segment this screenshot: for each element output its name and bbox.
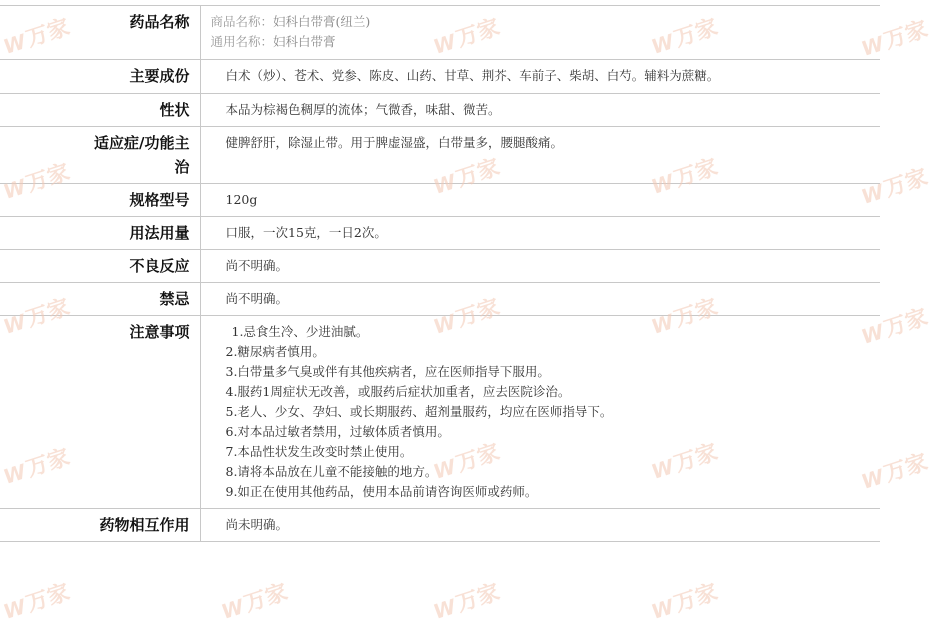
watermark-logo: W万家 (430, 154, 503, 199)
watermark-logo: W万家 (430, 294, 503, 339)
label-drug-name: 药品名称 (0, 6, 200, 60)
watermark-logo: W万家 (0, 159, 73, 204)
value-spec: 120g (200, 184, 880, 217)
row-precautions (0, 316, 880, 509)
precaution-item: 4.服药1周症状无改善，或服药后症状加重者，应去医院诊治。 (225, 384, 571, 399)
value-ingredients: 白术（炒）、苍术、党参、陈皮、山药、甘草、荆芥、车前子、柴胡、白芍。辅料为蔗糖。 (200, 60, 880, 94)
label-contraindications: 禁忌 (0, 283, 200, 316)
drug-info-sheet (0, 5, 880, 542)
row-spec (0, 184, 880, 217)
row-usage (0, 217, 880, 250)
precaution-item: 8.请将本品放在儿童不能接触的地方。 (225, 464, 438, 479)
row-character (0, 94, 880, 127)
label-interactions: 药物相互作用 (0, 509, 200, 542)
row-ingredients (0, 60, 880, 94)
watermark-logo: W万家 (648, 579, 721, 624)
label-ingredients: 主要成份 (0, 60, 200, 94)
value-contraindications: 尚不明确。 (200, 283, 880, 316)
watermark-logo: W万家 (430, 439, 503, 484)
label-character: 性状 (0, 94, 200, 127)
watermark-logo: W万家 (218, 579, 291, 624)
watermark-logo: W万家 (0, 579, 73, 624)
precaution-item: 9.如正在使用其他药品，使用本品前请咨询医师或药师。 (225, 484, 538, 499)
watermark-logo: W万家 (858, 16, 931, 61)
value-adverse: 尚不明确。 (200, 250, 880, 283)
value-usage: 口服，一次15克，一日2次。 (200, 217, 880, 250)
label-indications-line2: 治 (174, 158, 190, 176)
watermark-logo: W万家 (0, 294, 73, 339)
value-interactions: 尚未明确。 (200, 509, 880, 542)
watermark-logo: W万家 (648, 14, 721, 59)
value-indications: 健脾舒肝，除湿止带。用于脾虚湿盛，白带量多，腰腿酸痛。 (200, 127, 880, 184)
label-indications (0, 127, 200, 184)
watermark-logo: W万家 (858, 164, 931, 209)
watermark-logo: W万家 (858, 449, 931, 494)
label-spec: 规格型号 (0, 184, 200, 217)
trade-name-value: 妇科白带膏(纽兰) (273, 14, 371, 29)
precaution-item: 7.本品性状发生改变时禁止使用。 (225, 444, 413, 459)
value-character: 本品为棕褐色稠厚的流体；气微香，味甜、微苦。 (200, 94, 880, 127)
watermark-logo: W万家 (858, 304, 931, 349)
precaution-item: 2.糖尿病者慎用。 (225, 344, 325, 359)
watermark-logo: W万家 (648, 154, 721, 199)
label-precautions: 注意事项 (0, 316, 200, 509)
precaution-item: 5.老人、少女、孕妇、或长期服药、超剂量服药，均应在医师指导下。 (225, 404, 613, 419)
row-adverse (0, 250, 880, 283)
label-usage: 用法用量 (0, 217, 200, 250)
watermark-logo: W万家 (0, 14, 73, 59)
row-drug-name (0, 6, 880, 60)
watermark-logo: W万家 (430, 14, 503, 59)
value-precautions (200, 316, 880, 509)
generic-name-prefix: 通用名称： (210, 34, 274, 49)
generic-name-value: 妇科白带膏 (273, 34, 336, 49)
precaution-item: 3.白带量多气臭或伴有其他疾病者，应在医师指导下服用。 (225, 364, 550, 379)
precaution-item: 6.对本品过敏者禁用，过敏体质者慎用。 (225, 424, 450, 439)
label-adverse: 不良反应 (0, 250, 200, 283)
watermark-logo: W万家 (430, 579, 503, 624)
row-interactions (0, 509, 880, 542)
precaution-item: 1.忌食生冷、少进油腻。 (231, 324, 369, 339)
drug-info-table (0, 5, 880, 542)
label-indications-line1: 适应症/功能主 (94, 134, 190, 152)
row-indications (0, 127, 880, 184)
trade-name-prefix: 商品名称： (210, 14, 274, 29)
row-contraindications (0, 283, 880, 316)
watermark-logo: W万家 (648, 439, 721, 484)
value-drug-name (200, 6, 880, 60)
watermark-logo: W万家 (648, 294, 721, 339)
watermark-logo: W万家 (0, 444, 73, 489)
